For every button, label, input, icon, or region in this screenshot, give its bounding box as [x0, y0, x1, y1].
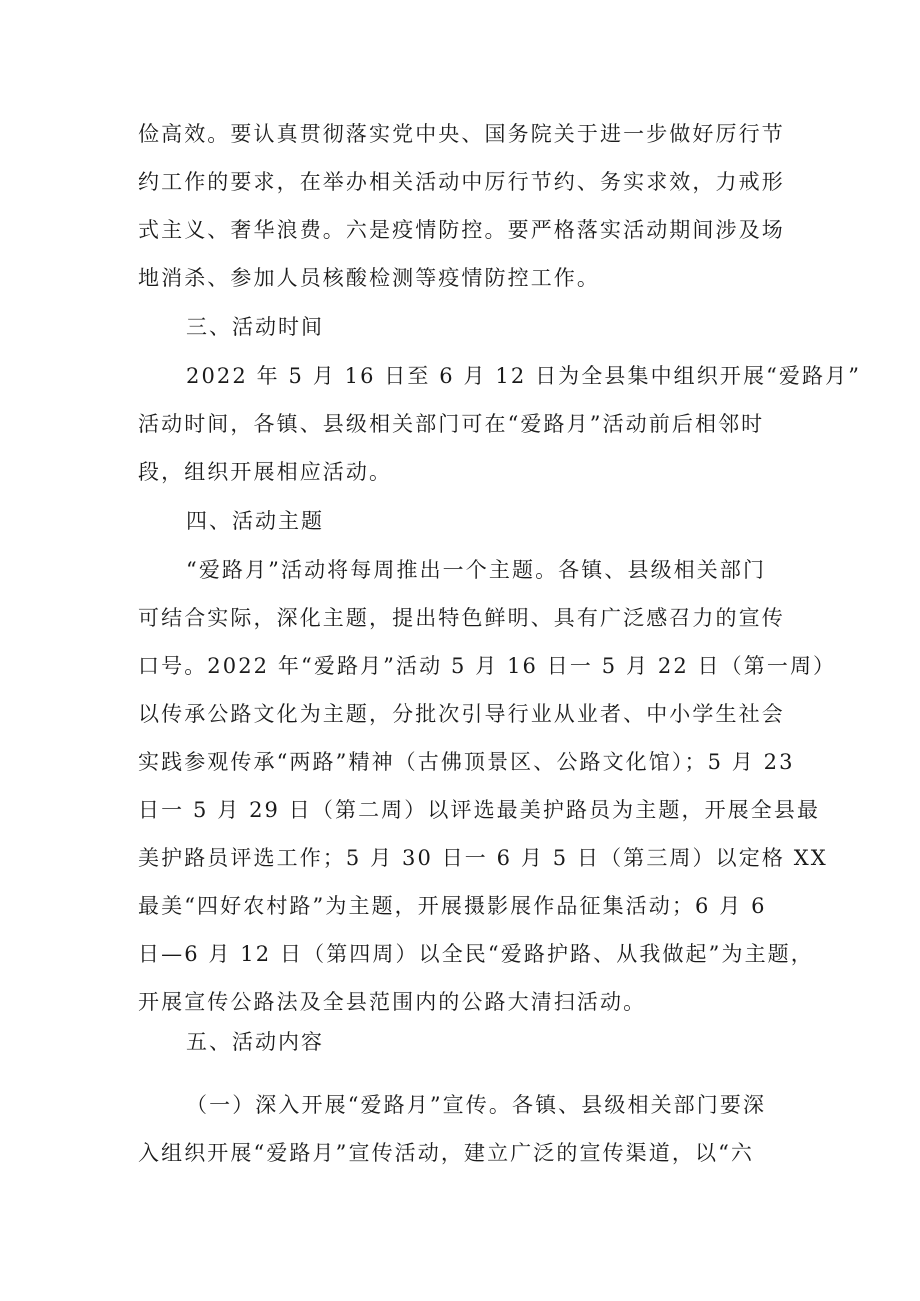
paragraph-line: 可结合实际，深化主题，提出特色鲜明、具有广泛感召力的宣传: [138, 606, 785, 630]
paragraph-line: 实践参观传承“两路”精神（古佛顶景区、公路文化馆）；5 月 23: [138, 750, 795, 774]
paragraph-line: 美护路员评选工作；5 月 30 日一 6 月 5 日（第三周）以定格 XX: [138, 846, 828, 870]
paragraph-line: 活动时间，各镇、县级相关部门可在“爱路月”活动前后相邻时: [138, 412, 765, 436]
section-heading-content: 五、活动内容: [186, 1030, 324, 1054]
paragraph-line: 入组织开展“爱路月”宣传活动，建立广泛的宣传渠道，以“六: [138, 1141, 755, 1165]
paragraph-line: 日—6 月 12 日（第四周）以全民“爱路护路、从我做起”为主题，: [138, 942, 814, 966]
paragraph-line: 开展宣传公路法及全县范围内的公路大清扫活动。: [138, 990, 647, 1014]
section-heading-theme: 四、活动主题: [186, 509, 324, 533]
paragraph-line: 俭高效。要认真贯彻落实党中央、国务院关于进一步做好厉行节: [138, 122, 785, 146]
paragraph-line: 以传承公路文化为主题，分批次引导行业从业者、中小学生社会: [138, 702, 785, 726]
section-heading-time: 三、活动时间: [186, 315, 324, 339]
paragraph-line: 地消杀、参加人员核酸检测等疫情防控工作。: [138, 266, 600, 290]
paragraph-line: 日一 5 月 29 日（第二周）以评选最美护路员为主题，开展全县最: [138, 798, 821, 822]
paragraph-line: 最美“四好农村路”为主题，开展摄影展作品征集活动；6 月 6: [138, 894, 767, 918]
paragraph-line: 2022 年 5 月 16 日至 6 月 12 日为全县集中组织开展“爱路月”: [186, 364, 862, 388]
paragraph-line: 口号。2022 年“爱路月”活动 5 月 16 日一 5 月 22 日（第一周）: [138, 654, 837, 678]
paragraph-line: 式主义、奢华浪费。六是疫情防控。要严格落实活动期间涉及场: [138, 218, 785, 242]
paragraph-line: （一）深入开展“爱路月”宣传。各镇、县级相关部门要深: [186, 1093, 767, 1117]
paragraph-line: “爱路月”活动将每周推出一个主题。各镇、县级相关部门: [186, 558, 767, 582]
paragraph-line: 约工作的要求，在举办相关活动中厉行节约、务实求效，力戒形: [138, 170, 785, 194]
paragraph-line: 段，组织开展相应活动。: [138, 460, 393, 484]
